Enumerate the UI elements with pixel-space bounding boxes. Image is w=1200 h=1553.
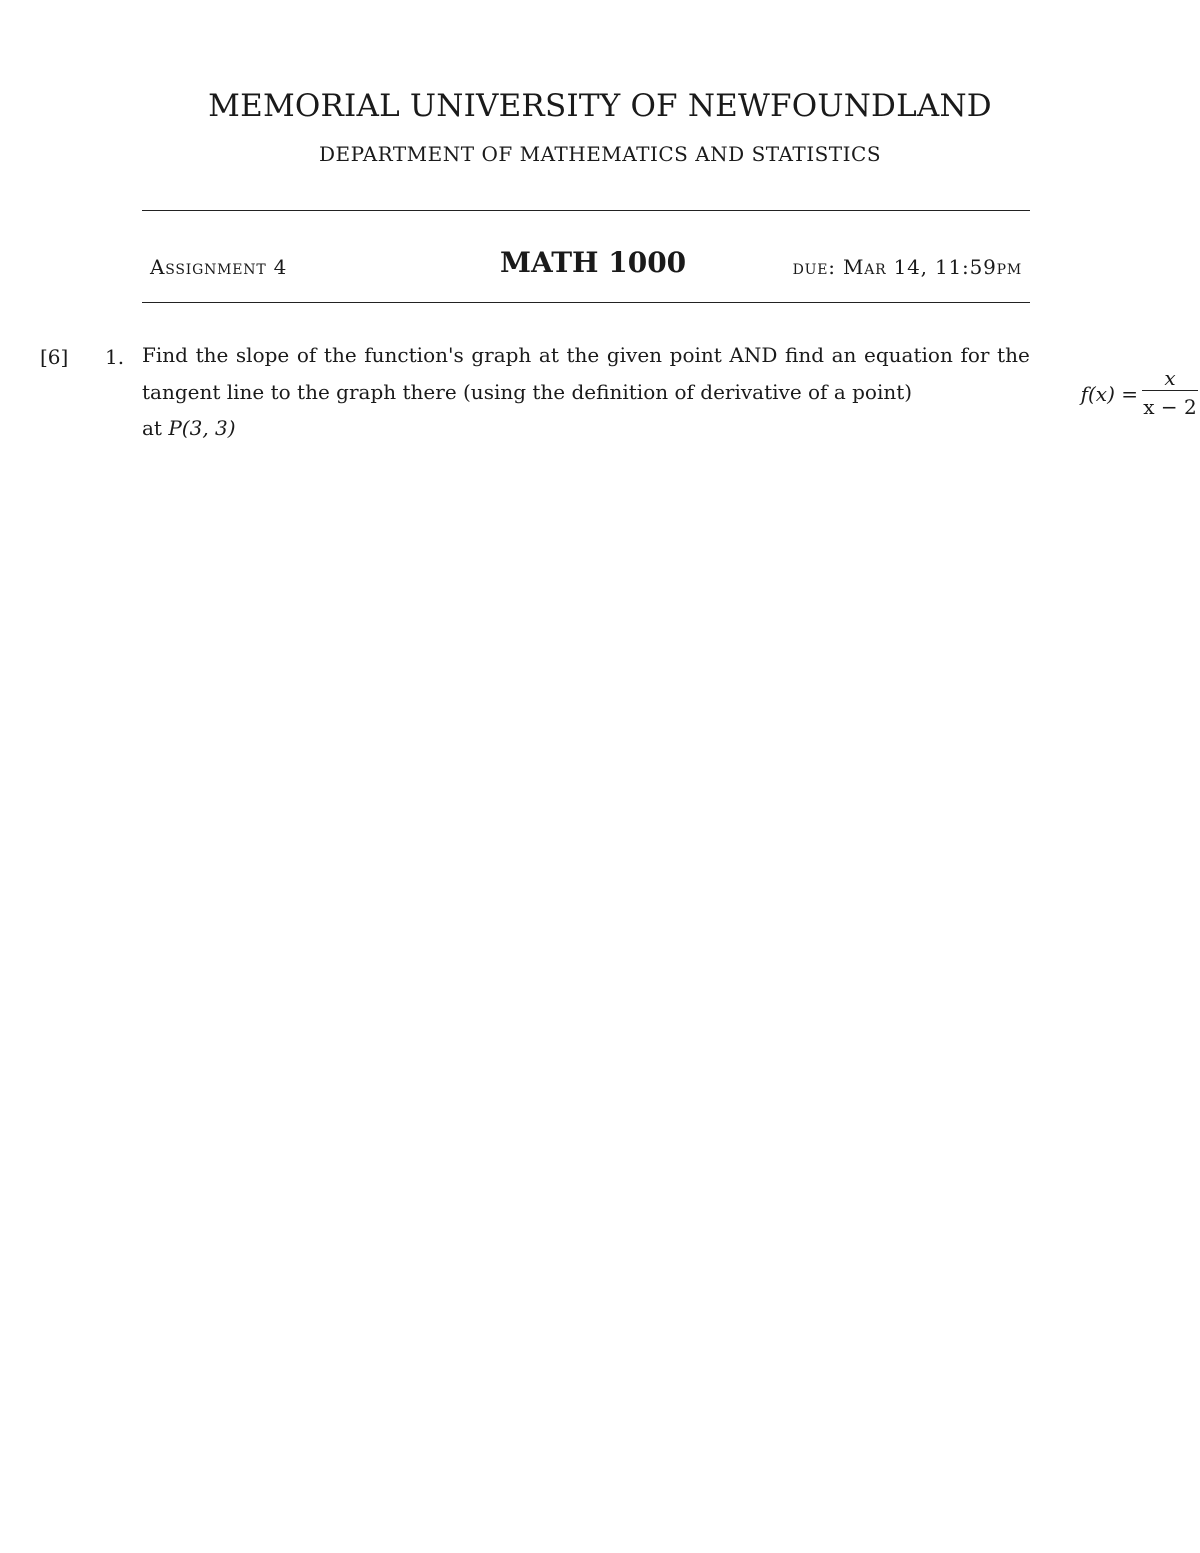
due-date: due: Mar 14, 11:59pm <box>792 255 1022 279</box>
question-word: the <box>566 343 600 367</box>
question-word: point <box>669 343 722 367</box>
question-word: of <box>296 343 317 367</box>
department-title: DEPARTMENT OF MATHEMATICS AND STATISTICS <box>318 142 882 166</box>
question-word: graph <box>471 343 532 367</box>
question-word: slope <box>235 343 290 367</box>
question-word: Find <box>142 343 188 367</box>
question-word: at <box>538 343 559 367</box>
fraction-denominator: x − 2 <box>1143 395 1197 419</box>
question-number: 1. <box>105 345 125 369</box>
question-text-line-1 <box>142 345 1030 365</box>
question-marks: [6] <box>40 345 69 369</box>
function-label: f(x) = <box>1080 382 1138 406</box>
course-code: MATH 1000 <box>500 246 687 279</box>
point-label: P(3, 3) <box>168 416 236 440</box>
question-word: find <box>785 343 825 367</box>
question-word: AND <box>729 343 778 367</box>
header-top-rule <box>142 210 1030 211</box>
question-word: the <box>323 343 357 367</box>
point-prefix: at <box>142 416 162 440</box>
fraction-numerator: x <box>1164 366 1176 390</box>
fraction-bar <box>1142 390 1198 391</box>
question-word: function's <box>364 343 464 367</box>
question-word: an <box>831 343 857 367</box>
question-word: for <box>960 343 990 367</box>
question-word: the <box>997 343 1030 367</box>
assignment-label: Assignment 4 <box>150 255 288 279</box>
question-word: the <box>195 343 229 367</box>
question-word: given <box>606 343 663 367</box>
question-text-line-2 <box>142 382 1030 402</box>
header-bottom-rule <box>142 302 1030 303</box>
university-title: MEMORIAL UNIVERSITY OF NEWFOUNDLAND <box>208 88 992 124</box>
function-fraction <box>1142 366 1198 419</box>
question-text-line-2-words: tangent line to the graph there (using the definition of derivative of a point) <box>142 380 913 404</box>
question-text-line-3 <box>142 418 1030 438</box>
question-word: equation <box>864 343 953 367</box>
assignment-header <box>142 246 1030 286</box>
